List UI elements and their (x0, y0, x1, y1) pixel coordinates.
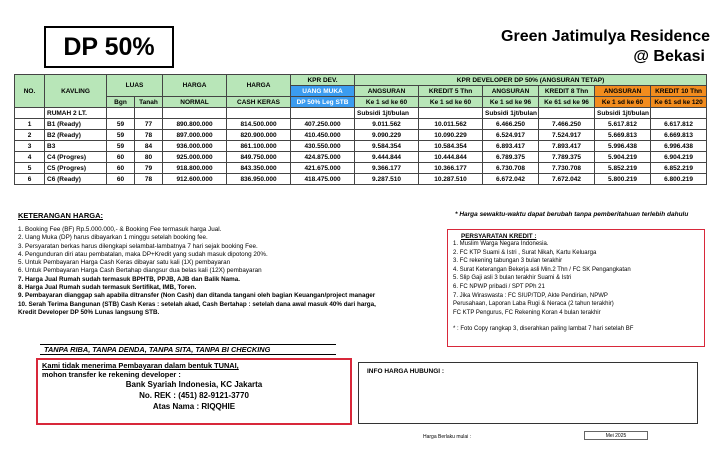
cell-cash: 814.500.000 (227, 119, 291, 130)
cell-a60: 9.090.229 (355, 130, 419, 141)
col-ke-61-96: Ke 61 sd ke 96 (539, 97, 595, 108)
cell-k10: 6.852.219 (651, 163, 707, 174)
cell-dp: 407.250.000 (291, 119, 355, 130)
cell-cash: 843.350.000 (227, 163, 291, 174)
cell-a60b: 5.996.438 (595, 141, 651, 152)
tanpa-riba-banner: TANPA RIBA, TANPA DENDA, TANPA SITA, TANPA BI CHECKING (40, 344, 336, 355)
keterangan-title: KETERANGAN HARGA: (18, 211, 103, 220)
subsidi-3: Subsidi 1jt/bulan (595, 108, 651, 119)
bank-line1: Kami tidak menerima Pembayaran dalam bentuk TUNAI, (42, 361, 239, 370)
info-harga-label: INFO HARGA HUBUNGI : (367, 368, 445, 375)
syarat-item: 4. Surat Keterangan Bekerja asli Min.2 Thn / FC SK Pengangkatan (453, 266, 631, 273)
cell-normal: 925.000.000 (163, 152, 227, 163)
cell-a96: 6.466.250 (483, 119, 539, 130)
cell-tanah: 84 (135, 141, 163, 152)
keterangan-item: 5. Untuk Pembayaran Harga Cash Keras dibayar satu kali (1X) pembayaran (18, 259, 231, 267)
col-ke-60: Ke 1 sd ke 60 (355, 97, 419, 108)
syarat-item: * : Foto Copy rangkap 3, diserahkan paling lambat 7 hari setelah BF (453, 326, 634, 333)
cell-normal: 890.800.000 (163, 119, 227, 130)
cell-a96: 6.730.708 (483, 163, 539, 174)
cell-a60: 9.287.510 (355, 174, 419, 185)
price-table (14, 74, 707, 185)
table-row (15, 174, 707, 185)
cell-bgn: 59 (107, 119, 135, 130)
syarat-item: 6. FC NPWP pribadi / SPT PPh 21 (453, 283, 545, 290)
info-harga-box (358, 362, 698, 424)
cell-kavling: C4 (Progres) (45, 152, 107, 163)
bank-rek: No. REK : (451) 82-9121-3770 (139, 391, 249, 400)
col-angsuran-96: ANGSURAN (483, 86, 539, 97)
cell-cash: 820.900.000 (227, 130, 291, 141)
cell-a96: 6.789.375 (483, 152, 539, 163)
cell-bgn: 60 (107, 163, 135, 174)
cell-kavling: C6 (Ready) (45, 174, 107, 185)
col-harga2: HARGA (227, 75, 291, 97)
berlaku-value: Mei 2025 (584, 431, 648, 440)
cell-k5: 10.090.229 (419, 130, 483, 141)
col-kpr-dev: KPR DEV. (291, 75, 355, 86)
col-harga: HARGA (163, 75, 227, 97)
keterangan-list (18, 226, 438, 317)
cell-k8: 7.466.250 (539, 119, 595, 130)
col-luas: LUAS (107, 75, 163, 97)
cell-a96: 6.672.042 (483, 174, 539, 185)
col-uang-muka: UANG MUKA (291, 86, 355, 97)
cell-kavling: B2 (Ready) (45, 130, 107, 141)
cell-k10: 6.996.438 (651, 141, 707, 152)
cell-no: 6 (15, 174, 45, 185)
cell-tanah: 80 (135, 152, 163, 163)
syarat-list (453, 240, 699, 334)
bank-line2: mohon transfer ke rekening developer : (42, 370, 181, 379)
keterangan-item: 2. Uang Muka (DP) harus dibayarkan 1 minggu setelah booking fee. (18, 234, 208, 242)
cell-bgn: 59 (107, 130, 135, 141)
table-header-row-3 (15, 97, 707, 108)
syarat-item: 3. FC rekening tabungan 3 bulan terakhir (453, 258, 563, 265)
cell-no: 3 (15, 141, 45, 152)
cell-normal: 912.600.000 (163, 174, 227, 185)
cell-k10: 6.617.812 (651, 119, 707, 130)
cell-bgn: 59 (107, 141, 135, 152)
table-row (15, 130, 707, 141)
berlaku-label: Harga Berlaku mulai : (423, 434, 472, 440)
col-ke-1-60: Ke 1 sd ke 60 (419, 97, 483, 108)
subsidi-1: Subsidi 1jt/bulan (355, 108, 419, 119)
syarat-item: Perusahaan, Laporan Laba Rugi & Neraca (2 tahun terakhir) (453, 301, 614, 308)
cell-a60: 9.366.177 (355, 163, 419, 174)
keterangan-item: 6. Untuk Pembayaran Harga Cash Bertahap diangsur dua belas kali (12X) pembayaran (18, 267, 262, 275)
col-angsuran-60b: ANGSURAN (595, 86, 651, 97)
cell-no: 1 (15, 119, 45, 130)
cell-kavling: C5 (Progres) (45, 163, 107, 174)
cell-k8: 7.893.417 (539, 141, 595, 152)
cell-k10: 6.904.219 (651, 152, 707, 163)
syarat-item: FC KTP Pengurus, FC Rekening Koran 4 bulan terakhir (453, 309, 601, 316)
cell-k5: 10.287.510 (419, 174, 483, 185)
cell-dp: 424.875.000 (291, 152, 355, 163)
col-ke-96: Ke 1 sd ke 96 (483, 97, 539, 108)
cell-k8: 7.730.708 (539, 163, 595, 174)
cell-a60b: 5.904.219 (595, 152, 651, 163)
group-row (15, 108, 707, 119)
dp-label-box (44, 26, 174, 68)
syarat-item: 7. Jika Wiraswasta : FC SIUP/TDP, Akte Pendirian, NPWP (453, 292, 608, 299)
syarat-item (453, 317, 699, 325)
col-cash-keras: CASH KERAS (227, 97, 291, 108)
cell-k8: 7.524.917 (539, 130, 595, 141)
keterangan-item: 4. Pengunduran diri atau pembatalan, maka DP+Kredit yang sudah masuk dipotong 20%. (18, 250, 268, 258)
cell-k10: 6.800.219 (651, 174, 707, 185)
col-bgn: Bgn (107, 97, 135, 108)
table-row (15, 163, 707, 174)
syarat-item: 2. FC KTP Suami & Istri , Surat Nikah, Kartu Keluarga (453, 249, 597, 256)
cell-k5: 10.444.844 (419, 152, 483, 163)
syarat-title: PERSYARATAN KREDIT : (461, 233, 537, 240)
col-kredit10: KREDIT 10 Thn (651, 86, 707, 97)
cell-k10: 6.669.813 (651, 130, 707, 141)
col-kavling: KAVLING (45, 75, 107, 108)
bank-name: Bank Syariah Indonesia, KC Jakarta (125, 380, 263, 389)
cell-a96: 6.524.917 (483, 130, 539, 141)
bank-atas-nama: Atas Nama : RIQQHIE (152, 402, 236, 411)
cell-a96: 6.893.417 (483, 141, 539, 152)
col-ke-60b: Ke 1 sd ke 60 (595, 97, 651, 108)
syarat-item: 1. Muslim Warga Negara Indonesia. (453, 241, 549, 247)
project-title: Green Jatimulya Residence (501, 28, 710, 45)
cell-dp: 418.475.000 (291, 174, 355, 185)
cell-k5: 10.366.177 (419, 163, 483, 174)
table-row (15, 152, 707, 163)
syarat-kredit-box (447, 229, 705, 347)
cell-a60b: 5.852.219 (595, 163, 651, 174)
keterangan-item: 3. Persyaratan berkas harus dilengkapi selambat-lambatnya 7 hari sejak booking Fee. (18, 242, 258, 250)
cell-k8: 7.789.375 (539, 152, 595, 163)
cell-tanah: 79 (135, 163, 163, 174)
col-kpr-dp-header: KPR DEVELOPER DP 50% (ANGSURAN TETAP) (355, 75, 707, 86)
col-ke-61-120: Ke 61 sd ke 120 (651, 97, 707, 108)
cell-dp: 430.550.000 (291, 141, 355, 152)
col-dp-leg: DP 50% Leg STB (291, 97, 355, 108)
col-angsuran-60: ANGSURAN (355, 86, 419, 97)
cell-cash: 861.100.000 (227, 141, 291, 152)
cell-a60b: 5.669.813 (595, 130, 651, 141)
col-kredit5: KREDIT 5 Thn (419, 86, 483, 97)
cell-normal: 936.000.000 (163, 141, 227, 152)
table-row (15, 141, 707, 152)
cell-a60: 9.444.844 (355, 152, 419, 163)
cell-tanah: 78 (135, 130, 163, 141)
keterangan-item: Kredit Developer DP 50% Lunas langsung STB. (18, 308, 160, 316)
keterangan-item: 7. Harga Jual Rumah sudah termasuk BPHTB, PPJB, AJB dan Balik Nama. (18, 275, 240, 283)
cell-cash: 849.750.000 (227, 152, 291, 163)
cell-no: 4 (15, 152, 45, 163)
cell-bgn: 60 (107, 174, 135, 185)
col-tanah: Tanah (135, 97, 163, 108)
subsidi-2: Subsidi 1jt/bulan (483, 108, 539, 119)
cell-k5: 10.584.354 (419, 141, 483, 152)
project-location: @ Bekasi (633, 48, 705, 65)
cell-bgn: 60 (107, 152, 135, 163)
keterangan-item: 8. Harga Jual Rumah sudah termasuk Sertifikat, IMB, Toren. (18, 284, 197, 292)
dp-label: DP 50% (63, 32, 155, 61)
cell-tanah: 78 (135, 174, 163, 185)
bank-info (42, 361, 346, 412)
cell-cash: 836.950.000 (227, 174, 291, 185)
cell-a60: 9.011.562 (355, 119, 419, 130)
cell-a60b: 5.617.812 (595, 119, 651, 130)
table-header-row-1 (15, 75, 707, 86)
cell-a60: 9.584.354 (355, 141, 419, 152)
cell-tanah: 77 (135, 119, 163, 130)
keterangan-item: 1. Booking Fee (BF) Rp.5.000.000,- & Booking Fee termasuk harga Jual. (18, 226, 222, 233)
cell-normal: 897.000.000 (163, 130, 227, 141)
cell-a60b: 5.800.219 (595, 174, 651, 185)
group-label: RUMAH 2 LT. (45, 108, 107, 119)
cell-k8: 7.672.042 (539, 174, 595, 185)
price-rows (15, 119, 707, 185)
keterangan-item: 10. Serah Terima Bangunan (STB) Cash Keras : setelah akad, Cash Bertahap : setelah dana awal masuk 40% dari harga, (18, 300, 376, 308)
price-change-note: * Harga sewaktu-waktu dapat berubah tanpa pemberitahuan terlebih dahulu (455, 211, 689, 218)
syarat-item: 5. Slip Gaji asli 3 bulan terakhir Suami & Istri (453, 275, 572, 282)
cell-dp: 410.450.000 (291, 130, 355, 141)
keterangan-item: 9. Pembayaran dianggap sah apabila ditransfer (Non Cash) dan ditanda tangani oleh bagian Keuangan/project manager (18, 292, 376, 300)
cell-no: 5 (15, 163, 45, 174)
col-normal: NORMAL (163, 97, 227, 108)
cell-normal: 918.800.000 (163, 163, 227, 174)
cell-no: 2 (15, 130, 45, 141)
col-no: NO. (15, 75, 45, 108)
cell-kavling: B1 (Ready) (45, 119, 107, 130)
col-kredit8: KREDIT 8 Thn (539, 86, 595, 97)
cell-kavling: B3 (45, 141, 107, 152)
table-row (15, 119, 707, 130)
cell-k5: 10.011.562 (419, 119, 483, 130)
cell-dp: 421.675.000 (291, 163, 355, 174)
